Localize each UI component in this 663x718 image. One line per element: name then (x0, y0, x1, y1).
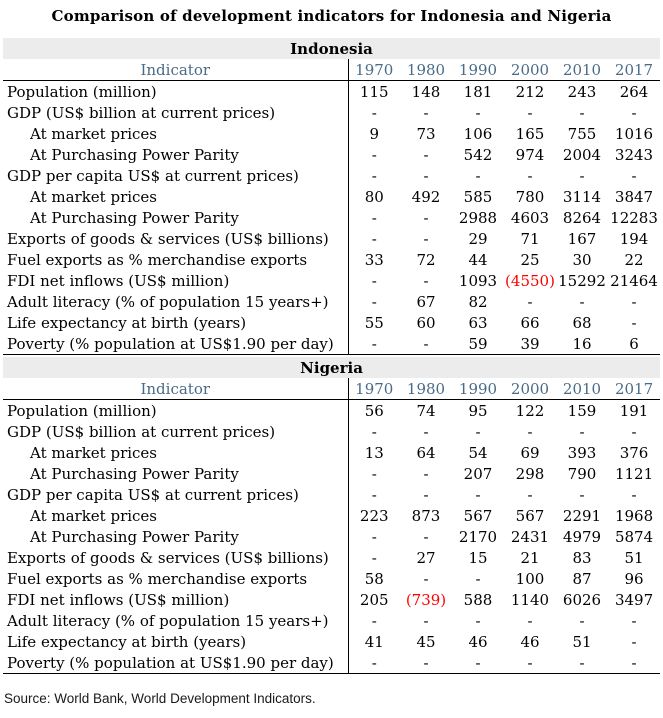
value-cell: - (423, 145, 429, 164)
indicator-label: GDP (US$ billion at current prices) (3, 102, 348, 123)
value-cell: - (371, 464, 377, 483)
table-row (3, 291, 660, 312)
value-cell: 585 (463, 187, 493, 206)
value-cell: - (371, 229, 377, 248)
value-cell: 790 (567, 464, 597, 483)
year-column-header: 1990 (452, 59, 504, 81)
value-cell: 298 (515, 464, 545, 483)
value-cell: - (556, 652, 608, 674)
value-cell: 9 (369, 124, 380, 143)
value-cell: - (423, 422, 429, 441)
value-cell: 264 (619, 82, 649, 101)
value-cell: 3497 (614, 590, 654, 609)
table-row (3, 186, 660, 207)
year-column-header: 2010 (556, 378, 608, 400)
value-cell: 67 (416, 292, 436, 311)
value-cell: 51 (624, 548, 644, 567)
indicator-label: At Purchasing Power Parity (3, 526, 348, 547)
indicator-label: Adult literacy (% of population 15 years+) (3, 291, 348, 312)
value-cell: 181 (463, 82, 493, 101)
country-header: Nigeria (3, 357, 660, 378)
value-cell: 148 (411, 82, 441, 101)
year-column-header: 1970 (348, 378, 400, 400)
value-cell: - (579, 611, 585, 630)
value-cell: 96 (624, 569, 644, 588)
value-cell: 16 (556, 333, 608, 355)
value-cell: 2004 (562, 145, 602, 164)
value-cell: 68 (572, 313, 592, 332)
indicator-label: Life expectancy at birth (years) (3, 631, 348, 652)
value-cell: - (631, 485, 637, 504)
table-row (3, 505, 660, 526)
value-cell: - (527, 292, 533, 311)
value-cell: 46 (468, 632, 488, 651)
value-cell: - (475, 166, 481, 185)
value-cell: 567 (463, 506, 493, 525)
source-note: Source: World Bank, World Development Indicators. (4, 691, 316, 706)
value-cell: - (423, 271, 429, 290)
indicator-label: At market prices (3, 505, 348, 526)
indicator-label: GDP (US$ billion at current prices) (3, 421, 348, 442)
country-header: Indonesia (3, 38, 660, 59)
year-column-header: 2000 (504, 378, 556, 400)
value-cell: 82 (468, 292, 488, 311)
table-row (3, 610, 660, 631)
value-cell: 2170 (458, 527, 498, 546)
value-cell: 167 (567, 229, 597, 248)
value-cell: - (371, 527, 377, 546)
value-cell: 73 (416, 124, 436, 143)
value-cell: 39 (504, 333, 556, 355)
value-cell: 873 (411, 506, 441, 525)
value-cell: 6026 (562, 590, 602, 609)
table-row (3, 463, 660, 484)
indicator-label: GDP per capita US$ at current prices) (3, 165, 348, 186)
value-cell: 21464 (610, 271, 658, 290)
value-cell: 755 (567, 124, 597, 143)
value-cell: 60 (416, 313, 436, 332)
value-cell: - (527, 103, 533, 122)
table-row (3, 81, 660, 103)
value-cell: - (631, 632, 637, 651)
table-row (3, 652, 660, 674)
value-cell: - (608, 652, 660, 674)
value-cell: 64 (416, 443, 436, 462)
value-cell: 191 (619, 401, 649, 420)
value-cell: 1093 (458, 271, 498, 290)
value-cell: - (475, 422, 481, 441)
value-cell: - (475, 103, 481, 122)
indicator-label: Population (million) (3, 81, 348, 103)
tables-container (0, 38, 663, 674)
value-cell: - (400, 333, 452, 355)
value-cell: 51 (572, 632, 592, 651)
value-cell: - (504, 652, 556, 674)
value-cell: 33 (364, 250, 384, 269)
table-row (3, 631, 660, 652)
year-column-header: 2000 (504, 59, 556, 81)
value-cell: 100 (515, 569, 545, 588)
value-cell: 69 (520, 443, 540, 462)
value-cell: - (423, 166, 429, 185)
value-cell: 27 (416, 548, 436, 567)
value-cell: - (527, 611, 533, 630)
table-row (3, 526, 660, 547)
indicator-label: Population (million) (3, 400, 348, 422)
table-row (3, 144, 660, 165)
value-cell: - (631, 103, 637, 122)
value-cell: 72 (416, 250, 436, 269)
indicator-label: At Purchasing Power Parity (3, 144, 348, 165)
value-cell: 29 (468, 229, 488, 248)
value-cell: 115 (359, 82, 389, 101)
value-cell: 6 (608, 333, 660, 355)
value-cell: - (631, 292, 637, 311)
value-cell: - (423, 103, 429, 122)
value-cell: 55 (364, 313, 384, 332)
value-cell: - (371, 292, 377, 311)
table-row (3, 589, 660, 610)
value-cell: 3847 (614, 187, 654, 206)
value-cell: - (527, 166, 533, 185)
year-column-header: 1970 (348, 59, 400, 81)
value-cell: - (452, 652, 504, 674)
value-cell: 22 (624, 250, 644, 269)
value-cell: 1968 (614, 506, 654, 525)
value-cell: - (579, 103, 585, 122)
value-cell: 974 (515, 145, 545, 164)
country-table-nigeria (3, 357, 660, 674)
value-cell: - (527, 422, 533, 441)
value-cell: 56 (364, 401, 384, 420)
value-cell: - (371, 145, 377, 164)
indicator-label: Poverty (% population at US$1.90 per day) (3, 333, 348, 355)
value-cell: - (631, 422, 637, 441)
value-cell: 5874 (614, 527, 654, 546)
indicator-label: FDI net inflows (US$ million) (3, 270, 348, 291)
table-row (3, 165, 660, 186)
value-cell: - (579, 422, 585, 441)
value-cell: (4550) (505, 271, 555, 290)
value-cell: 212 (515, 82, 545, 101)
value-cell: 780 (515, 187, 545, 206)
indicator-label: At Purchasing Power Parity (3, 463, 348, 484)
value-cell: 165 (515, 124, 545, 143)
value-cell: 122 (515, 401, 545, 420)
value-cell: 44 (468, 250, 488, 269)
indicator-label: Poverty (% population at US$1.90 per day) (3, 652, 348, 674)
value-cell: 205 (359, 590, 389, 609)
value-cell: 243 (567, 82, 597, 101)
indicator-label: Fuel exports as % merchandise exports (3, 568, 348, 589)
value-cell: 3243 (614, 145, 654, 164)
value-cell: 2988 (458, 208, 498, 227)
table-row (3, 333, 660, 355)
value-cell: 74 (416, 401, 436, 420)
indicator-label: GDP per capita US$ at current prices) (3, 484, 348, 505)
table-row (3, 228, 660, 249)
value-cell: - (371, 422, 377, 441)
indicator-label: At market prices (3, 186, 348, 207)
value-cell: - (371, 548, 377, 567)
value-cell: - (423, 208, 429, 227)
value-cell: 12283 (610, 208, 658, 227)
value-cell: 2291 (562, 506, 602, 525)
value-cell: 21 (520, 548, 540, 567)
value-cell: - (579, 166, 585, 185)
value-cell: - (371, 103, 377, 122)
value-cell: - (423, 611, 429, 630)
value-cell: 194 (619, 229, 649, 248)
value-cell: - (371, 271, 377, 290)
value-cell: 83 (572, 548, 592, 567)
table-row (3, 421, 660, 442)
year-column-header: 1990 (452, 378, 504, 400)
indicator-column-header: Indicator (3, 378, 348, 400)
value-cell: 393 (567, 443, 597, 462)
table-row (3, 400, 660, 422)
value-cell: 4603 (510, 208, 550, 227)
value-cell: 63 (468, 313, 488, 332)
value-cell: 588 (463, 590, 493, 609)
value-cell: 1121 (614, 464, 654, 483)
value-cell: 1140 (510, 590, 550, 609)
value-cell: 54 (468, 443, 488, 462)
indicator-label: At market prices (3, 442, 348, 463)
value-cell: - (631, 313, 637, 332)
value-cell: - (423, 569, 429, 588)
value-cell: 3114 (562, 187, 602, 206)
value-cell: - (348, 652, 400, 674)
country-table-indonesia (3, 38, 660, 355)
indicator-label: At market prices (3, 123, 348, 144)
indicator-label: Fuel exports as % merchandise exports (3, 249, 348, 270)
value-cell: - (423, 485, 429, 504)
value-cell: - (527, 485, 533, 504)
value-cell: - (579, 485, 585, 504)
indicator-label: Life expectancy at birth (years) (3, 312, 348, 333)
year-column-header: 2017 (608, 378, 660, 400)
value-cell: - (371, 208, 377, 227)
value-cell: 159 (567, 401, 597, 420)
value-cell: 95 (468, 401, 488, 420)
value-cell: 223 (359, 506, 389, 525)
value-cell: 30 (572, 250, 592, 269)
value-cell: 4979 (562, 527, 602, 546)
table-row (3, 270, 660, 291)
value-cell: 8264 (562, 208, 602, 227)
table-row (3, 102, 660, 123)
value-cell: - (475, 569, 481, 588)
value-cell: 207 (463, 464, 493, 483)
table-row (3, 568, 660, 589)
indicator-column-header: Indicator (3, 59, 348, 81)
value-cell: - (423, 527, 429, 546)
table-row (3, 207, 660, 228)
value-cell: 13 (364, 443, 384, 462)
value-cell: 41 (364, 632, 384, 651)
table-row (3, 547, 660, 568)
table-row (3, 249, 660, 270)
value-cell: 2431 (510, 527, 550, 546)
year-column-header: 2010 (556, 59, 608, 81)
value-cell: 46 (520, 632, 540, 651)
value-cell: - (423, 464, 429, 483)
value-cell: - (475, 485, 481, 504)
table-row (3, 484, 660, 505)
value-cell: - (631, 611, 637, 630)
value-cell: 71 (520, 229, 540, 248)
year-column-header: 1980 (400, 378, 452, 400)
value-cell: 106 (463, 124, 493, 143)
indicator-label: FDI net inflows (US$ million) (3, 589, 348, 610)
value-cell: 567 (515, 506, 545, 525)
value-cell: (739) (405, 590, 447, 609)
table-row (3, 442, 660, 463)
indicator-label: Adult literacy (% of population 15 years+) (3, 610, 348, 631)
value-cell: - (631, 166, 637, 185)
value-cell: 59 (452, 333, 504, 355)
page-title: Comparison of development indicators for Indonesia and Nigeria (51, 7, 612, 25)
value-cell: - (371, 166, 377, 185)
value-cell: 45 (416, 632, 436, 651)
value-cell: 15 (468, 548, 488, 567)
value-cell: - (371, 611, 377, 630)
value-cell: - (579, 292, 585, 311)
value-cell: 66 (520, 313, 540, 332)
year-column-header: 2017 (608, 59, 660, 81)
value-cell: 15292 (558, 271, 606, 290)
value-cell: 58 (364, 569, 384, 588)
value-cell: 542 (463, 145, 493, 164)
value-cell: 87 (572, 569, 592, 588)
indicator-label: Exports of goods & services (US$ billions) (3, 228, 348, 249)
table-row (3, 312, 660, 333)
year-column-header: 1980 (400, 59, 452, 81)
indicator-label: At Purchasing Power Parity (3, 207, 348, 228)
value-cell: - (348, 333, 400, 355)
value-cell: 80 (364, 187, 384, 206)
value-cell: 376 (619, 443, 649, 462)
value-cell: - (423, 229, 429, 248)
value-cell: 1016 (614, 124, 654, 143)
value-cell: - (400, 652, 452, 674)
table-row (3, 123, 660, 144)
value-cell: - (371, 485, 377, 504)
value-cell: 25 (520, 250, 540, 269)
value-cell: - (475, 611, 481, 630)
indicator-label: Exports of goods & services (US$ billions) (3, 547, 348, 568)
value-cell: 492 (411, 187, 441, 206)
